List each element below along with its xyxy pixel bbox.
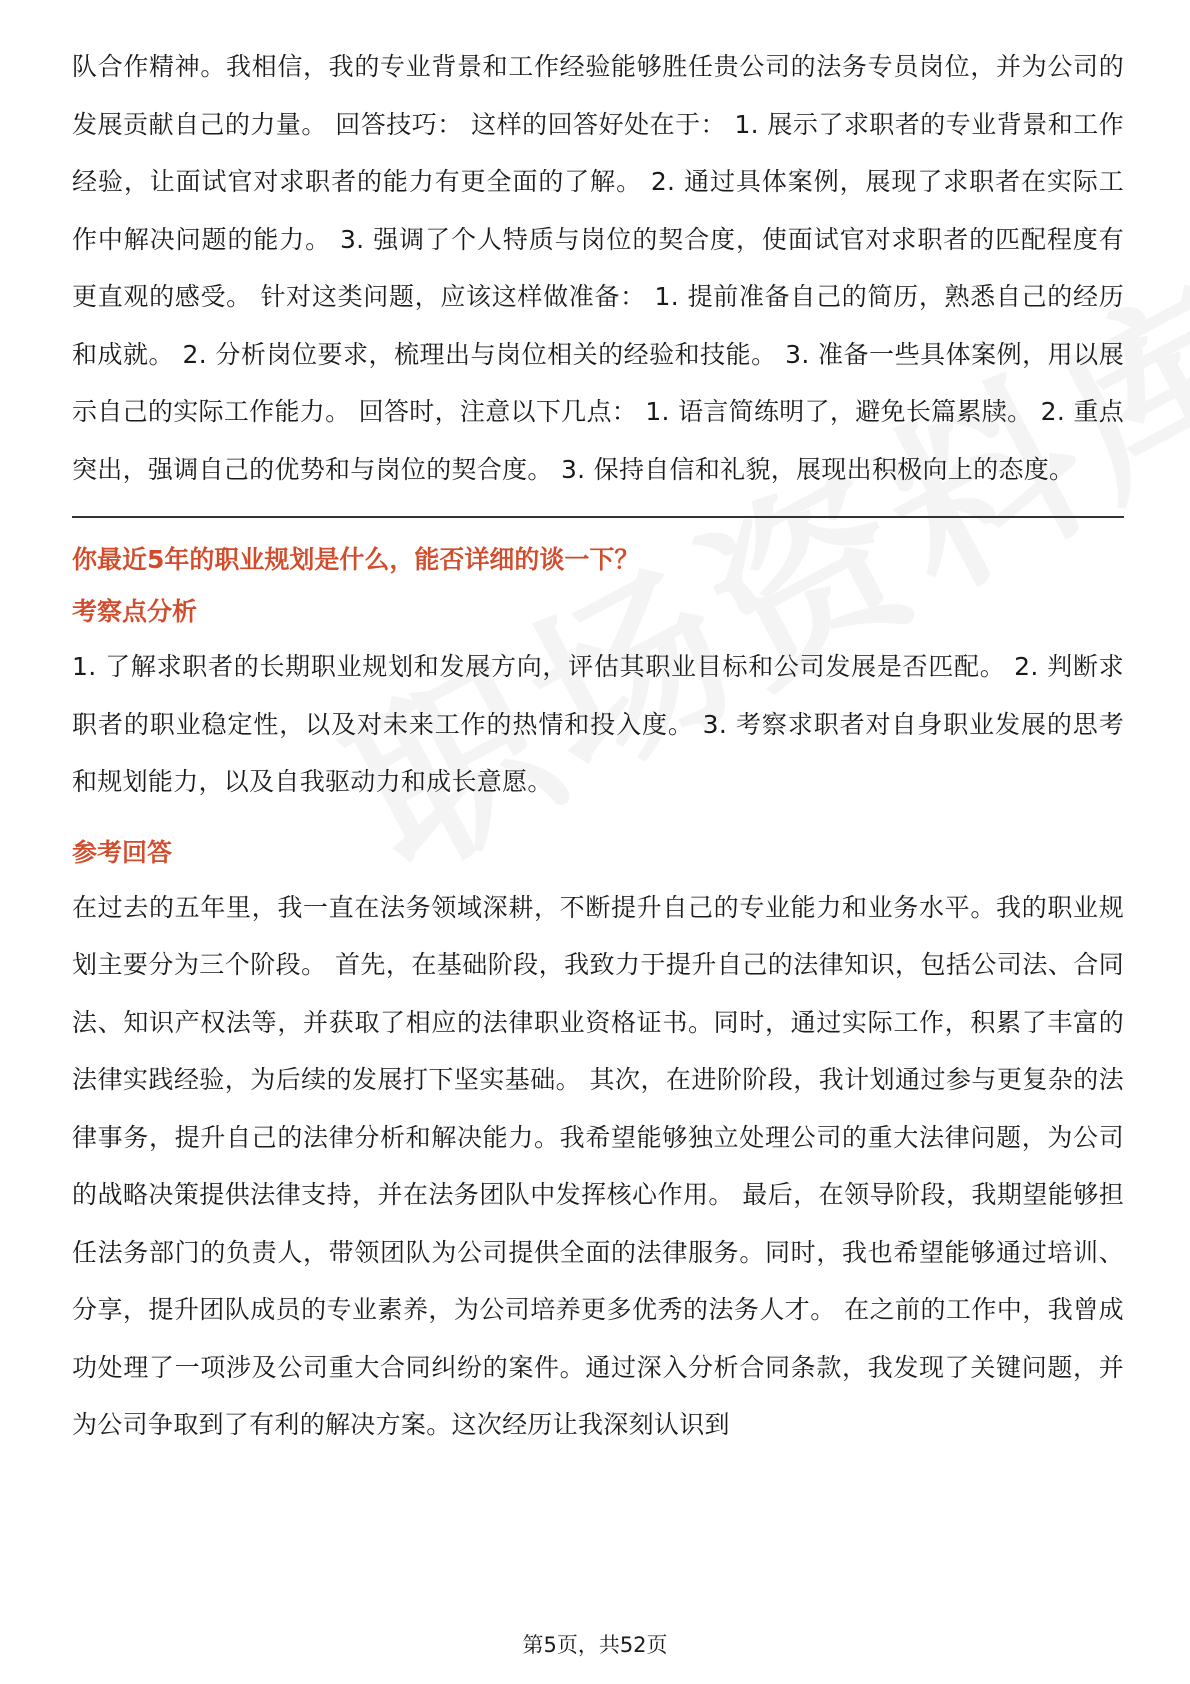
analysis-text: 1. 了解求职者的长期职业规划和发展方向，评估其职业目标和公司发展是否匹配。 2. 判断求职者的职业稳定性，以及对未来工作的热情和投入度。 3. 考察求职者对自身职业发展的思考和规划能力，以及自我驱动力和成长意愿。 [72, 652, 1124, 796]
document-page [72, 38, 1124, 1454]
analysis-heading: 考察点分析 [72, 597, 198, 626]
answer-heading: 参考回答 [72, 837, 173, 867]
section-divider [72, 516, 1124, 518]
answer-text: 在过去的五年里，我一直在法务领域深耕，不断提升自己的专业能力和业务水平。我的职业规划主要分为三个阶段。 首先，在基础阶段，我致力于提升自己的法律知识，包括公司法、合同法、知识产权法等，并获取了相应的法律职业资格证书。同时，通过实际工作，积累了丰富的法律实践经验，为后续的发展打下坚实基础。 其次，在进阶阶段，我计划通过参与更复杂的法律事务，提升自己的法律分析和解决能力。我希望能够独立处理公司的重大法律问题，为公司的战略决策提供法律支持，并在法务团队中发挥核心作用。 最后，在领导阶段，我期望能够担任法务部门的负责人，带领团队为公司提供全面的法律服务。同时，我也希望能够通过培训、分享，提升团队成员的专业素养，为公司培养更多优秀的法务人才。 在之前的工作中，我曾成功处理了一项涉及公司重大合同纠纷的案件。通过深入分析合同条款，我发现了关键问题，并为公司争取到了有利的解决方案。这次经历让我深刻认识到 [72, 892, 1124, 1439]
top-paragraph: 队合作精神。我相信，我的专业背景和工作经验能够胜任贵公司的法务专员岗位，并为公司的发展贡献自己的力量。 回答技巧： 这样的回答好处在于： 1. 展示了求职者的专业背景和工作经验，让面试官对求职者的能力有更全面的了解。 2. 通过具体案例，展现了求职者在实际工作中解决问题的能力。 3. 强调了个人特质与岗位的契合度，使面试官对求职者的匹配程度有更直观的感受。 针对这类问题，应该这样做准备： 1. 提前准备自己的简历，熟悉自己的经历和成就。 2. 分析岗位要求，梳理出与岗位相关的经验和技能。 3. 准备一些具体案例，用以展示自己的实际工作能力。 回答时，注意以下几点： 1. 语言简练明了，避免长篇累牍。 2. 重点突出，强调自己的优势和与岗位的契合度。 3. 保持自信和礼貌，展现出积极向上的态度。 [72, 52, 1124, 484]
page-footer: 第5页，共52页 [522, 1633, 668, 1657]
question-title: 你最近5年的职业规划是什么，能否详细的谈一下？ [72, 545, 640, 574]
